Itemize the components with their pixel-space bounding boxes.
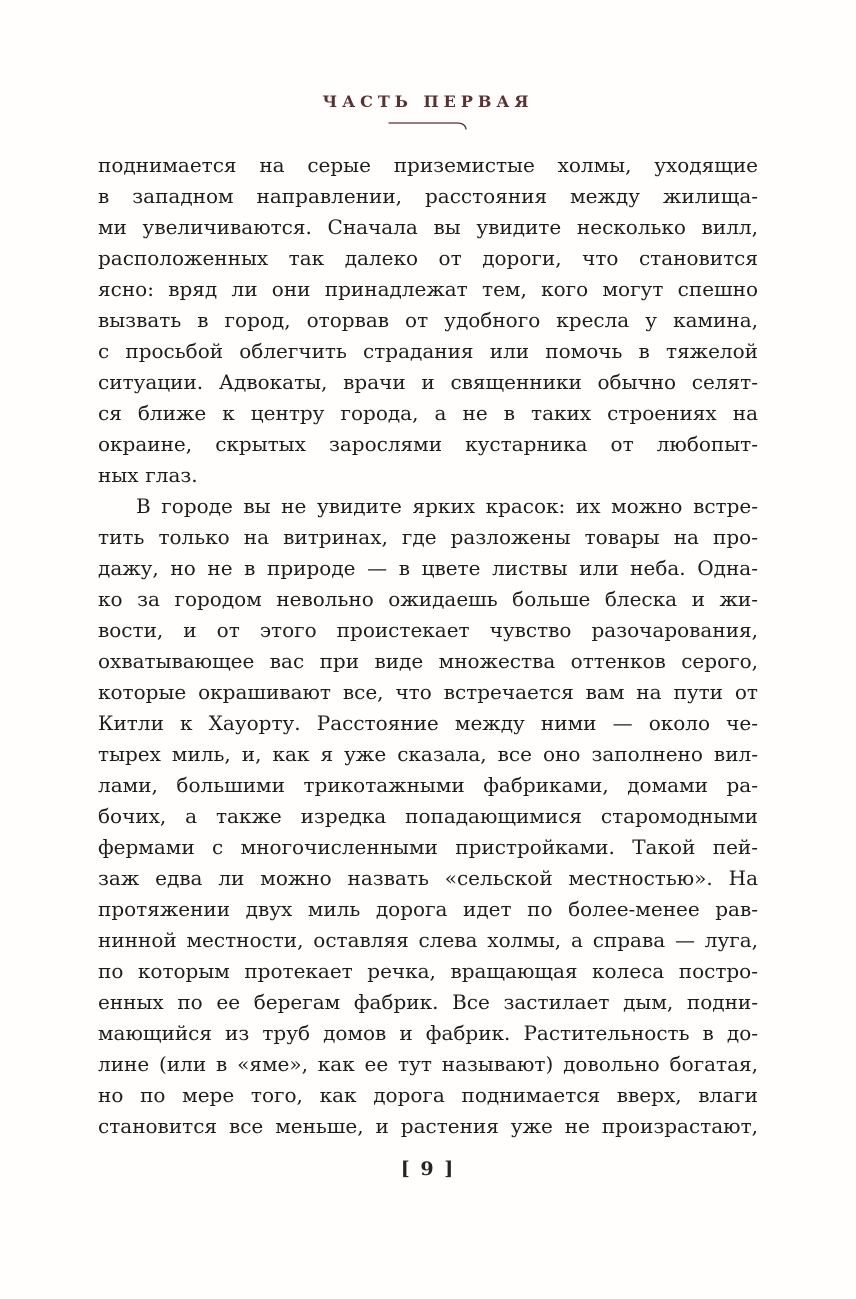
text-line: ных глаз. xyxy=(98,463,198,487)
text-line: нинной местности, оставляя слева холмы, а справа — луга, xyxy=(98,928,758,952)
text-line: по которым протекает речка, вращающая колеса постро- xyxy=(98,959,758,983)
text-line: становится все меньше, и растения уже не произрастают, xyxy=(98,1114,758,1138)
text-line: охватывающее вас при виде множества оттенков серого, xyxy=(98,649,758,673)
text-line: которые окрашивают все, что встречается вам на пути от xyxy=(98,680,758,704)
text-line: ко за городом невольно ожидаешь больше блеска и жи- xyxy=(98,587,758,611)
text-line: но по мере того, как дорога поднимается вверх, влаги xyxy=(98,1083,758,1107)
text-line: В городе вы не увидите ярких красок: их можно встре- xyxy=(136,494,758,518)
text-line: окраине, скрытых зарослями кустарника от любопыт- xyxy=(98,432,758,456)
text-line: вызвать в город, оторвав от удобного кресла у камина, xyxy=(98,308,758,332)
chapter-title: ЧАСТЬ ПЕРВАЯ xyxy=(322,92,534,111)
text-line: лами, большими трикотажными фабриками, домами ра- xyxy=(98,773,758,797)
text-line: фермами с многочисленными пристройками. Такой пей- xyxy=(98,835,758,859)
text-line: заж едва ли можно назвать «сельской местностью». На xyxy=(98,866,758,890)
text-line: расположенных так далеко от дороги, что становится xyxy=(98,246,758,270)
text-line: ситуации. Адвокаты, врачи и священники обычно селят- xyxy=(98,370,758,394)
paragraph xyxy=(98,491,758,1142)
text-line: дажу, но не в природе — в цвете листвы или неба. Одна- xyxy=(98,556,758,580)
text-line: в западном направлении, расстояния между жилища- xyxy=(98,184,758,208)
text-line: бочих, а также изредка попадающимися старомодными xyxy=(98,804,758,828)
text-line: поднимается на серые приземистые холмы, уходящие xyxy=(98,153,758,177)
text-line: ясно: вряд ли они принадлежат тем, кого могут спешно xyxy=(98,277,758,301)
text-line: енных по ее берегам фабрик. Все застилает дым, подни- xyxy=(98,990,758,1014)
text-line: ми увеличиваются. Сначала вы увидите несколько вилл, xyxy=(98,215,758,239)
text-line: вости, и от этого проистекает чувство разочарования, xyxy=(98,618,758,642)
text-line: ся ближе к центру города, а не в таких строениях на xyxy=(98,401,758,425)
text-line: Китли к Хауорту. Расстояние между ними — около че- xyxy=(98,711,758,735)
body-text xyxy=(98,150,758,1142)
text-line: протяжении двух миль дорога идет по более-менее рав- xyxy=(98,897,758,921)
chapter-header xyxy=(98,92,758,128)
text-line: лине (или в «яме», как ее тут называют) довольно богатая, xyxy=(98,1052,758,1076)
paragraph xyxy=(98,150,758,491)
text-line: тырех миль, и, как я уже сказала, все оно заполнено вил- xyxy=(98,742,758,766)
ornament-rule-icon xyxy=(385,119,471,131)
heading-ornament xyxy=(98,116,758,128)
text-line: с просьбой облегчить страдания или помочь в тяжелой xyxy=(98,339,758,363)
page-number: [ 9 ] xyxy=(400,1158,456,1180)
text-line: тить только на витринах, где разложены товары на про- xyxy=(98,525,758,549)
text-line: мающийся из труб домов и фабрик. Растительность в до- xyxy=(98,1021,758,1045)
